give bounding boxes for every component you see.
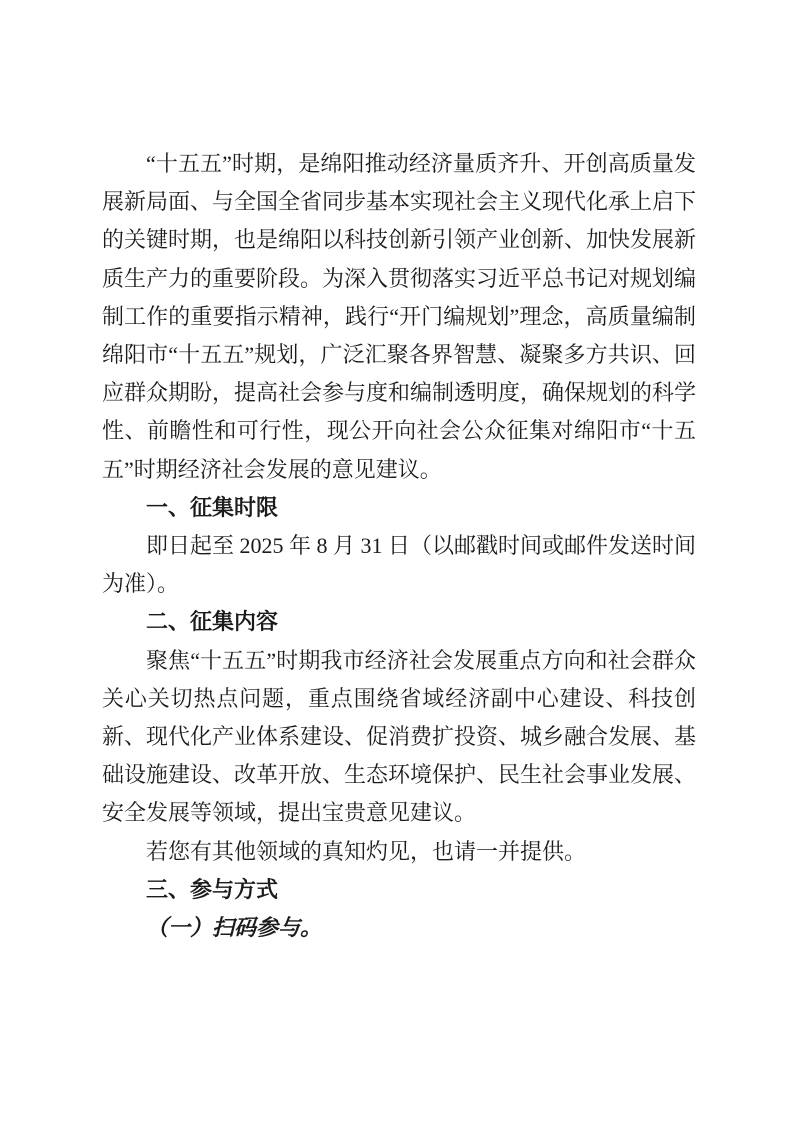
document-content [102,145,696,947]
paragraph-deadline: 即日起至 2025 年 8 月 31 日（以邮戳时间或邮件发送时间为准）。 [102,533,697,597]
sub-heading-scan-qr-participate: （一）扫码参与。 [146,915,323,941]
paragraph-content-focus: 聚焦“十五五”时期我市经济社会发展重点方向和社会群众关心关切热点问题，重点围绕省域经济副中心建设、科技创新、现代化产业体系建设、促消费扩投资、城乡融合发展、基础设施建设、改革开放、生态环境保护、民生社会事业发展、安全发展等领域，提出宝贵意见建议。 [102,647,697,826]
paragraph-other-suggestions: 若您有其他领域的真知灼见，也请一并提供。 [146,838,587,864]
section-heading-participation-method: 三、参与方式 [146,876,279,902]
section-heading-collection-content: 二、征集内容 [146,609,279,635]
section-heading-collection-deadline: 一、征集时限 [146,494,279,520]
paragraph-intro: “十五五”时期，是绵阳推动经济量质齐升、开创高质量发展新局面、与全国全省同步基本实现社会主义现代化承上启下的关键时期，也是绵阳以科技创新引领产业创新、加快发展新质生产力的重要阶段。为深入贯彻落实习近平总书记对规划编制工作的重要指示精神，践行“开门编规划”理念，高质量编制绵阳市“十五五”规划，广泛汇聚各界智慧、凝聚多方共识、回应群众期盼，提高社会参与度和编制透明度，确保规划的科学性、前瞻性和可行性，现公开向社会公众征集对绵阳市“十五五”时期经济社会发展的意见建议。 [102,151,697,482]
